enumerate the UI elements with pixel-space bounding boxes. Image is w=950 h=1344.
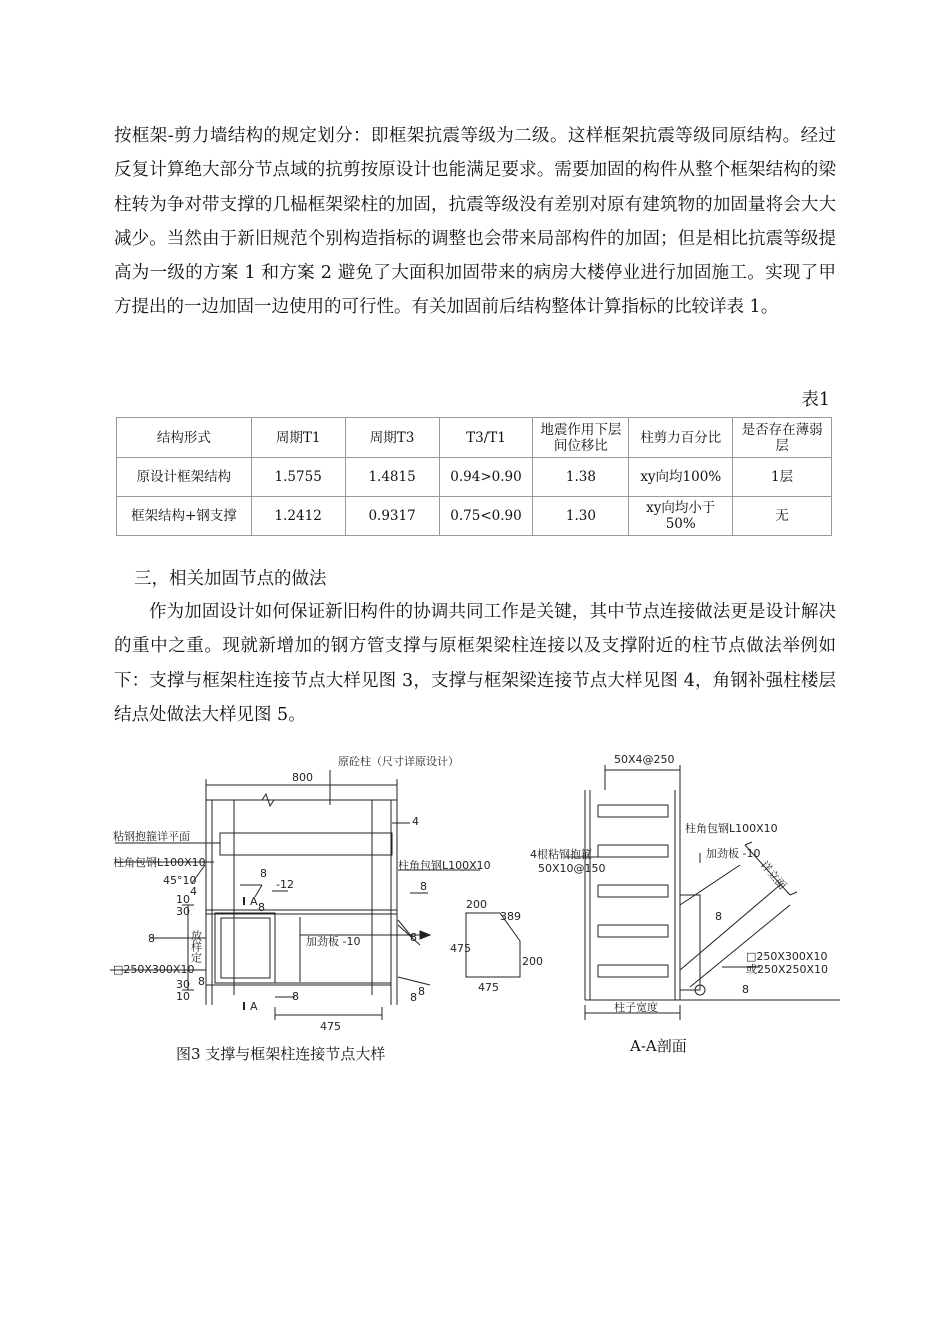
comparison-table	[116, 417, 832, 536]
fig3-dim-10: 10	[176, 990, 190, 1003]
table-cell: 1.2412	[251, 497, 345, 536]
fig3-plate-12: -12	[276, 878, 294, 891]
table-header-cell: 结构形式	[117, 418, 252, 458]
fig3-weld-8: 8	[410, 991, 417, 1004]
fig3-angle-45: 45°10	[163, 874, 197, 887]
table-cell: 框架结构+钢支撑	[117, 497, 252, 536]
figure-aa-caption: A-A剖面	[630, 1037, 687, 1055]
figure-3-caption: 图3 支撑与框架柱连接节点大样	[176, 1045, 386, 1063]
fig3-weld-4-small: 4	[190, 885, 197, 898]
fig3-weld-8: 8	[260, 867, 267, 880]
aa-detail-elev: 详立面	[757, 858, 789, 893]
aa-col-width: 柱子宽度	[614, 1001, 658, 1014]
table-cell: 1.38	[533, 458, 629, 497]
fig3-weld-8: 8	[198, 975, 205, 988]
fig3-hoop-note: 粘钢抱箍详平面	[113, 830, 190, 843]
fig3-plate-389: 389	[500, 910, 521, 923]
table-row	[117, 497, 832, 536]
table-header-cell: 柱剪力百分比	[629, 418, 733, 458]
aa-hoop-line2: 50X10@150	[538, 862, 606, 875]
table-header-cell: T3/T1	[439, 418, 533, 458]
fig3-section-a-bottom: A	[250, 1000, 258, 1013]
fig3-weld-8: 8	[420, 880, 427, 893]
body-paragraph-1: 按框架-剪力墙结构的规定划分：即框架抗震等级为二级。这样框架抗震等级同原结构。经过反复计算绝大部分节点域的抗剪按原设计也能满足要求。需要加固的构件从整个框架结构的梁柱转为争对带支撑的几榀框架梁柱的加固，抗震等级没有差别对原有建筑物的加固量将会大大减少。当然由于新旧规范个别构造指标的调整也会带来局部构件的加固；但是相比抗震等级提高为一级的方案 1 和方案 2 避免了大面积加固带来的病房大楼停业进行加固施工。实现了甲方提出的一边加固一边使用的可行性。有关加固前后结构整体计算指标的比较详表 1。	[114, 126, 836, 318]
fig3-dim-30: 30	[176, 978, 190, 991]
fig3-plate-200-right: 200	[522, 955, 543, 968]
section-heading: 三，相关加固节点的做法	[134, 569, 327, 589]
table-cell: 1.30	[533, 497, 629, 536]
table-cell: 1.4815	[345, 458, 439, 497]
fig3-column-note: 原砼柱（尺寸详原设计）	[338, 755, 459, 768]
fig3-weld-4-top: 4	[412, 815, 419, 828]
table-cell: 无	[733, 497, 832, 536]
table-header-cell: 是否存在薄弱层	[733, 418, 832, 458]
fig3-angle-right: 柱角包钢L100X10	[398, 859, 491, 872]
fig3-setout: 放样定	[189, 930, 203, 963]
fig3-angle-left: 柱角包钢L100X10	[113, 856, 206, 869]
fig3-dim-10: 10	[176, 893, 190, 906]
fig3-weld-8: 8	[418, 985, 425, 998]
table-cell: xy向均小于50%	[629, 497, 733, 536]
fig3-weld-8: 8	[148, 932, 155, 945]
fig3-dim-475: 475	[320, 1020, 341, 1033]
fig3-weld-8: 8	[258, 901, 265, 914]
aa-weld-8: 8	[715, 910, 722, 923]
table-header-row	[117, 418, 832, 458]
table-row	[117, 458, 832, 497]
table-cell: 原设计框架结构	[117, 458, 252, 497]
table-header-cell: 地震作用下层间位移比	[533, 418, 629, 458]
table-cell: 1层	[733, 458, 832, 497]
body-paragraph-2: 作为加固设计如何保证新旧构件的协调共同工作是关键，其中节点连接做法更是设计解决的重中之重。现就新增加的钢方管支撑与原框架梁柱连接以及支撑附近的柱节点做法举例如下：支撑与框架柱连接节点大样见图 3，支撑与框架梁连接节点大样见图 4，角钢补强柱楼层结点处做法大样见图 5。	[114, 602, 836, 725]
detail-drawings	[0, 745, 950, 1045]
table-header-cell: 周期T1	[251, 418, 345, 458]
aa-tube-line1: □250X300X10	[746, 950, 828, 963]
aa-weld-8: 8	[742, 983, 749, 996]
fig3-section-a-top: A	[250, 895, 258, 908]
fig3-weld-8: 8	[292, 990, 299, 1003]
fig3-dim-30: 30	[176, 905, 190, 918]
aa-angle: 柱角包钢L100X10	[685, 822, 778, 835]
fig3-plate-475-bottom: 475	[478, 981, 499, 994]
fig3-dim-800: 800	[292, 771, 313, 784]
fig3-stiffener: 加劲板 -10	[306, 935, 361, 948]
table-caption: 表1	[801, 390, 830, 410]
table-cell: 0.75<0.90	[439, 497, 533, 536]
aa-tube-line2: 或250X250X10	[746, 963, 829, 976]
fig3-tube: □250X300X10	[113, 963, 195, 976]
table-cell: 0.94>0.90	[439, 458, 533, 497]
aa-stiffener: 加劲板 -10	[706, 847, 761, 860]
table-cell: xy向均100%	[629, 458, 733, 497]
fig3-weld-8: 8	[410, 931, 417, 944]
table-cell: 1.5755	[251, 458, 345, 497]
aa-hoop-line1: 4根粘钢抱箍	[530, 848, 592, 861]
table-cell: 0.9317	[345, 497, 439, 536]
aa-hoop-spacing: 50X4@250	[614, 753, 675, 766]
table-header-cell: 周期T3	[345, 418, 439, 458]
fig3-plate-200: 200	[466, 898, 487, 911]
fig3-plate-475: 475	[450, 942, 471, 955]
